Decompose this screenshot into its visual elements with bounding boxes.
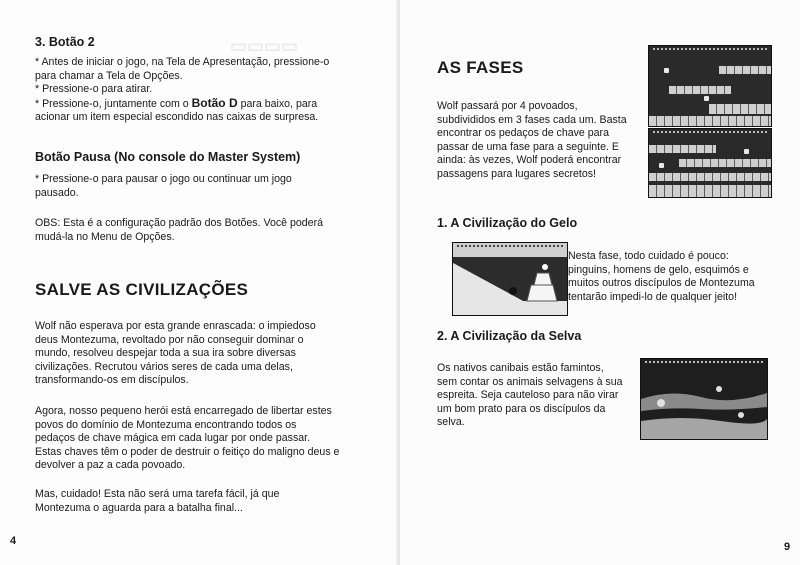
- text-line: passagens para lugares secretos!: [437, 167, 596, 180]
- text-line: mudá-la no Menu de Opções.: [35, 230, 175, 243]
- text-line: pausado.: [35, 186, 79, 199]
- text-line: * Antes de iniciar o jogo, na Tela de Apresentação, pressione-o: [35, 56, 330, 68]
- fases-paragraph: [437, 100, 652, 182]
- text-line: Wolf passará por 4 povoados,: [437, 100, 578, 112]
- tile-row: [709, 104, 771, 114]
- salve-paragraph-1: [35, 320, 390, 388]
- text-line: Agora, nosso pequeno herói está encarregado de libertar estes: [35, 405, 332, 417]
- hud-bar: [653, 48, 767, 54]
- botao2-paragraph: [35, 56, 385, 125]
- text-line: um bom prato para os discípulos da: [437, 402, 606, 415]
- page-number-left: 4: [10, 535, 17, 547]
- game-screenshot-selva: [640, 358, 768, 440]
- text-line-with-bold: [35, 97, 385, 112]
- text-line: passar de uma fase para a seguinte. E: [437, 140, 619, 153]
- salve-paragraph-2: [35, 405, 390, 473]
- text-line: muitos outros discípulos de Montezuma: [568, 277, 755, 290]
- heading-botao-2: 3. Botão 2: [35, 35, 95, 49]
- text-line: OBS: Esta é a configuração padrão dos Botões. Você poderá: [35, 217, 323, 229]
- tile-row: [649, 145, 716, 153]
- text-line: pedaços de chave mágica em cada lugar por onde passar.: [35, 432, 311, 445]
- text-line: Mas, cuidado! Esta não será uma tarefa fácil, já que: [35, 488, 280, 500]
- text-line: * Pressione-o para pausar o jogo ou continuar um jogo: [35, 173, 292, 185]
- sprite: [744, 149, 749, 154]
- jungle-art: [641, 359, 767, 439]
- hud-bar: [653, 131, 767, 137]
- text-line: selva.: [437, 416, 465, 429]
- text-line: Montezuma o aguarda para a batalha final...: [35, 501, 243, 514]
- game-screenshot-fases-bottom: [648, 128, 772, 198]
- text-line: transformando-os em discípulos.: [35, 374, 189, 387]
- tile-row: [719, 66, 771, 74]
- text-line: encontrar os pedaços de chave para: [437, 127, 609, 140]
- text-line: mundo, resolveu despejar toda a sua ira sobre diversas: [35, 347, 296, 360]
- botao-d-label: Botão D: [191, 95, 238, 110]
- heading-as-fases: AS FASES: [437, 58, 524, 77]
- selva-paragraph: [437, 362, 642, 430]
- sprite: [664, 68, 669, 73]
- heading-civilizacao-selva: 2. A Civilização da Selva: [437, 329, 582, 343]
- text-line: para chamar a Tela de Opções.: [35, 69, 183, 82]
- text-line: Wolf não esperava por esta grande enrascada: o impiedoso: [35, 320, 316, 332]
- text-line: ainda: às vezes, Wolf poderá encontrar: [437, 154, 622, 167]
- text-line: sem contar os animais selvagens à sua: [437, 375, 623, 388]
- text-line: acionar um item especial escondido nas caixas de surpresa.: [35, 111, 319, 124]
- tile-row: [649, 185, 771, 197]
- game-screenshot-fases-top: [648, 45, 772, 127]
- game-screenshot-gelo: [452, 242, 568, 316]
- page-number-right: 9: [784, 541, 791, 553]
- ice-slope-art: [453, 243, 567, 315]
- text-line: Nesta fase, todo cuidado é pouco:: [568, 250, 729, 262]
- tile-row: [679, 159, 771, 167]
- tile-row: [669, 86, 731, 94]
- text-line: espreita. Seja cauteloso para não virar: [437, 389, 619, 402]
- heading-salve-as-civilizacoes: SALVE AS CIVILIZAÇÕES: [35, 280, 249, 299]
- text-line: * Pressione-o para atirar.: [35, 83, 153, 96]
- bleed-through-text: ▭▭▭▭: [230, 36, 299, 56]
- heading-botao-pausa: Botão Pausa (No console do Master System): [35, 150, 301, 164]
- tile-row: [649, 173, 771, 181]
- obs-paragraph: [35, 217, 385, 244]
- gelo-paragraph: [568, 250, 793, 304]
- sprite: [659, 163, 664, 168]
- text-line: devolver a paz a cada povoado.: [35, 459, 186, 472]
- text-fragment: * Pressione-o, juntamente com o: [35, 97, 192, 110]
- sprite: [704, 96, 709, 101]
- text-line: Os nativos canibais estão famintos,: [437, 362, 604, 374]
- text-line: civilizações. Recrutou vários seres de cada uma delas,: [35, 360, 293, 373]
- text-line: tentarão impedi-lo de qualquer jeito!: [568, 290, 738, 303]
- text-line: Estas chaves têm o poder de destruir o feitiço do maligno deus e: [35, 445, 340, 458]
- right-page: [400, 0, 800, 565]
- text-line: subdivididos em 3 fases cada um. Basta: [437, 113, 627, 126]
- pausa-paragraph: [35, 173, 385, 200]
- text-line: povos do domínio de Montezuma encontrando todos os: [35, 418, 297, 431]
- salve-paragraph-3: [35, 488, 390, 515]
- text-fragment: para baixo, para: [237, 97, 318, 110]
- tile-row: [649, 116, 771, 126]
- text-line: deus Montezuma, revoltado por não conseguir dominar o: [35, 333, 304, 346]
- text-line: pinguins, homens de gelo, esquimós e: [568, 263, 749, 276]
- heading-civilizacao-gelo: 1. A Civilização do Gelo: [437, 216, 578, 230]
